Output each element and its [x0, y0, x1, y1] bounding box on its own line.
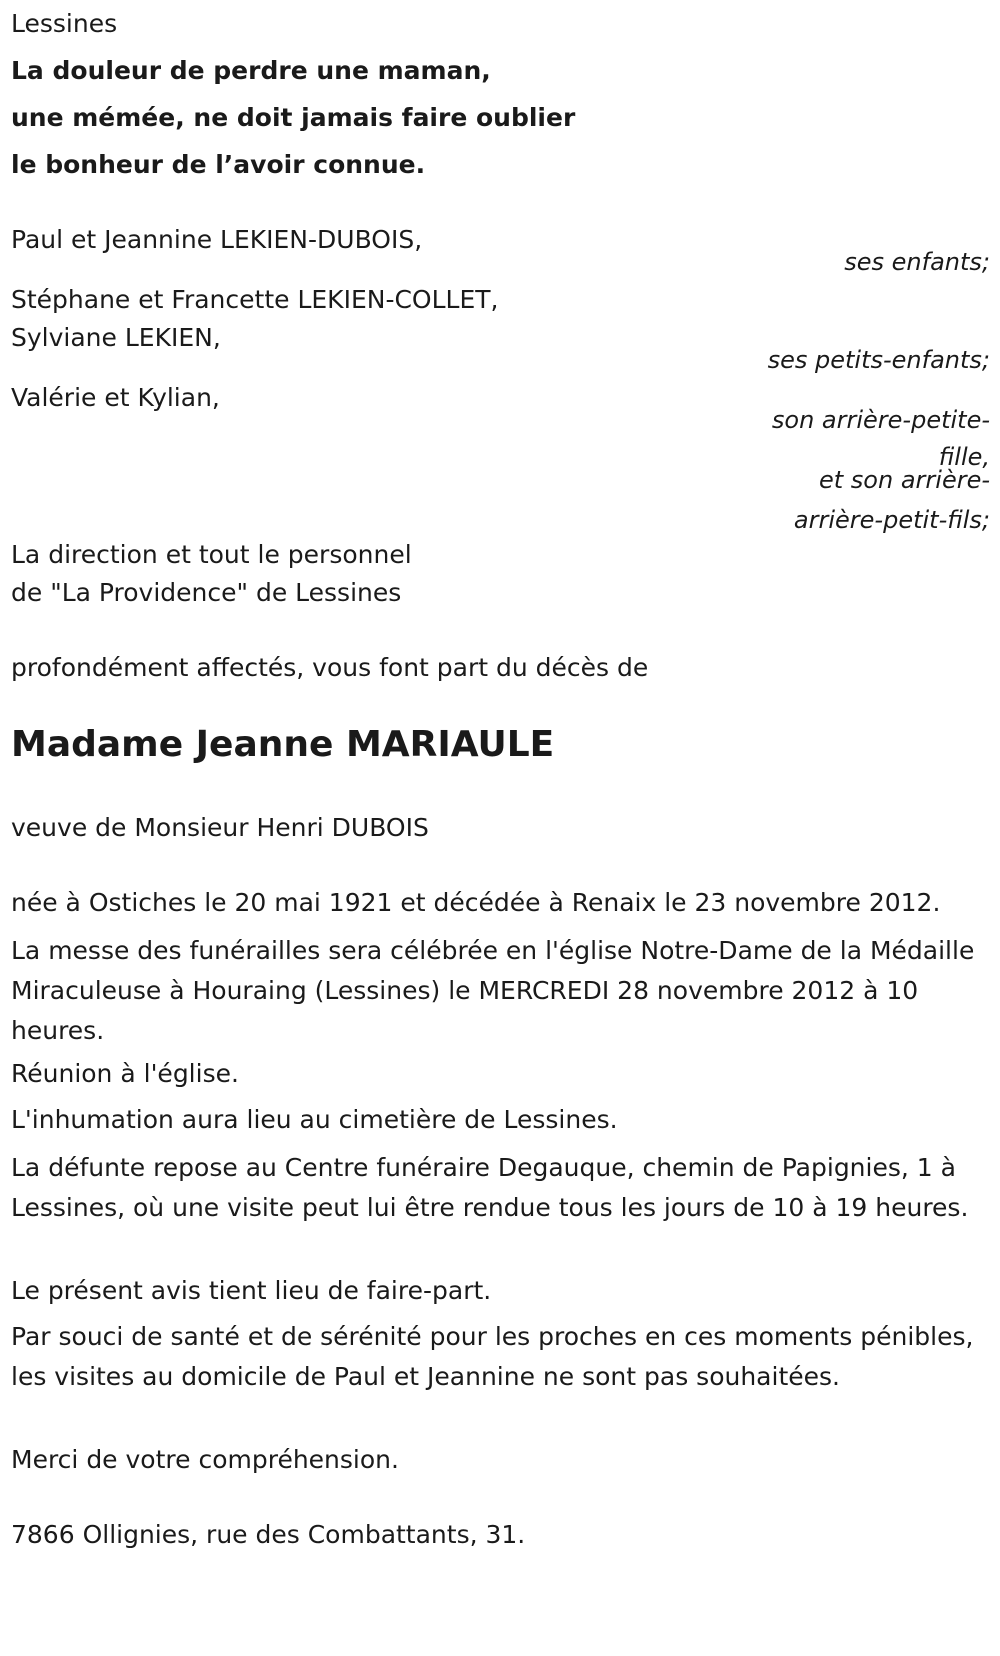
spouse-line: veuve de Monsieur Henri DUBOIS [11, 813, 429, 842]
burial-line: L'inhumation aura lieu au cimetière de Lessines. [11, 1105, 618, 1134]
great-great-grandchildren-role: arrière-petit-fils; [793, 506, 990, 534]
grandchildren-role: ses petits-enfants; [767, 346, 990, 374]
meeting-line: Réunion à l'église. [11, 1059, 239, 1088]
grandchildren-names: Sylviane LEKIEN, [11, 323, 221, 352]
children-role: ses enfants; [844, 248, 990, 276]
place-name: Lessines [11, 9, 118, 38]
birth-death-line: née à Ostiches le 20 mai 1921 et décédée à Renaix le 23 novembre 2012. [11, 888, 941, 917]
visits-paragraph: Par souci de santé et de sérénité pour les proches en ces moments pénibles, les visites au domicile de Paul et Jeannine ne sont pas souhaitées. [11, 1322, 974, 1391]
great-great-grandchildren-role: et son arrière- [819, 466, 990, 494]
institution-line: La direction et tout le personnel [11, 540, 412, 569]
announcement: profondément affectés, vous font part du décès de [11, 653, 649, 682]
great-grandchildren-role: son arrière-petite- [771, 406, 990, 434]
address-line: 7866 Ollignies, rue des Combattants, 31. [11, 1520, 526, 1549]
notice-line: Le présent avis tient lieu de faire-part. [11, 1276, 492, 1305]
funeral-mass-paragraph: La messe des funérailles sera célébrée en l'église Notre-Dame de la Médaille Miraculeuse à Houraing (Lessines) le MERCREDI 28 novembre 2012 à 10 heures. [11, 936, 975, 1045]
children-names: Paul et Jeannine LEKIEN-DUBOIS, [11, 225, 423, 254]
thanks-line: Merci de votre compréhension. [11, 1445, 399, 1474]
repose-paragraph: La défunte repose au Centre funéraire Degauque, chemin de Papignies, 1 à Lessines, où une visite peut lui être rendue tous les jours de 10 à 19 heures. [11, 1153, 969, 1222]
deceased-name: Madame Jeanne MARIAULE [11, 724, 555, 765]
institution-line: de "La Providence" de Lessines [11, 578, 402, 607]
great-grandchildren-role: fille, [938, 443, 990, 471]
great-grandchildren-names: Valérie et Kylian, [11, 383, 220, 412]
quote-line: le bonheur de l’avoir connue. [11, 150, 426, 179]
quote-line: La douleur de perdre une maman, [11, 56, 491, 85]
quote-line: une mémée, ne doit jamais faire oublier [11, 103, 576, 132]
grandchildren-names: Stéphane et Francette LEKIEN-COLLET, [11, 285, 499, 314]
